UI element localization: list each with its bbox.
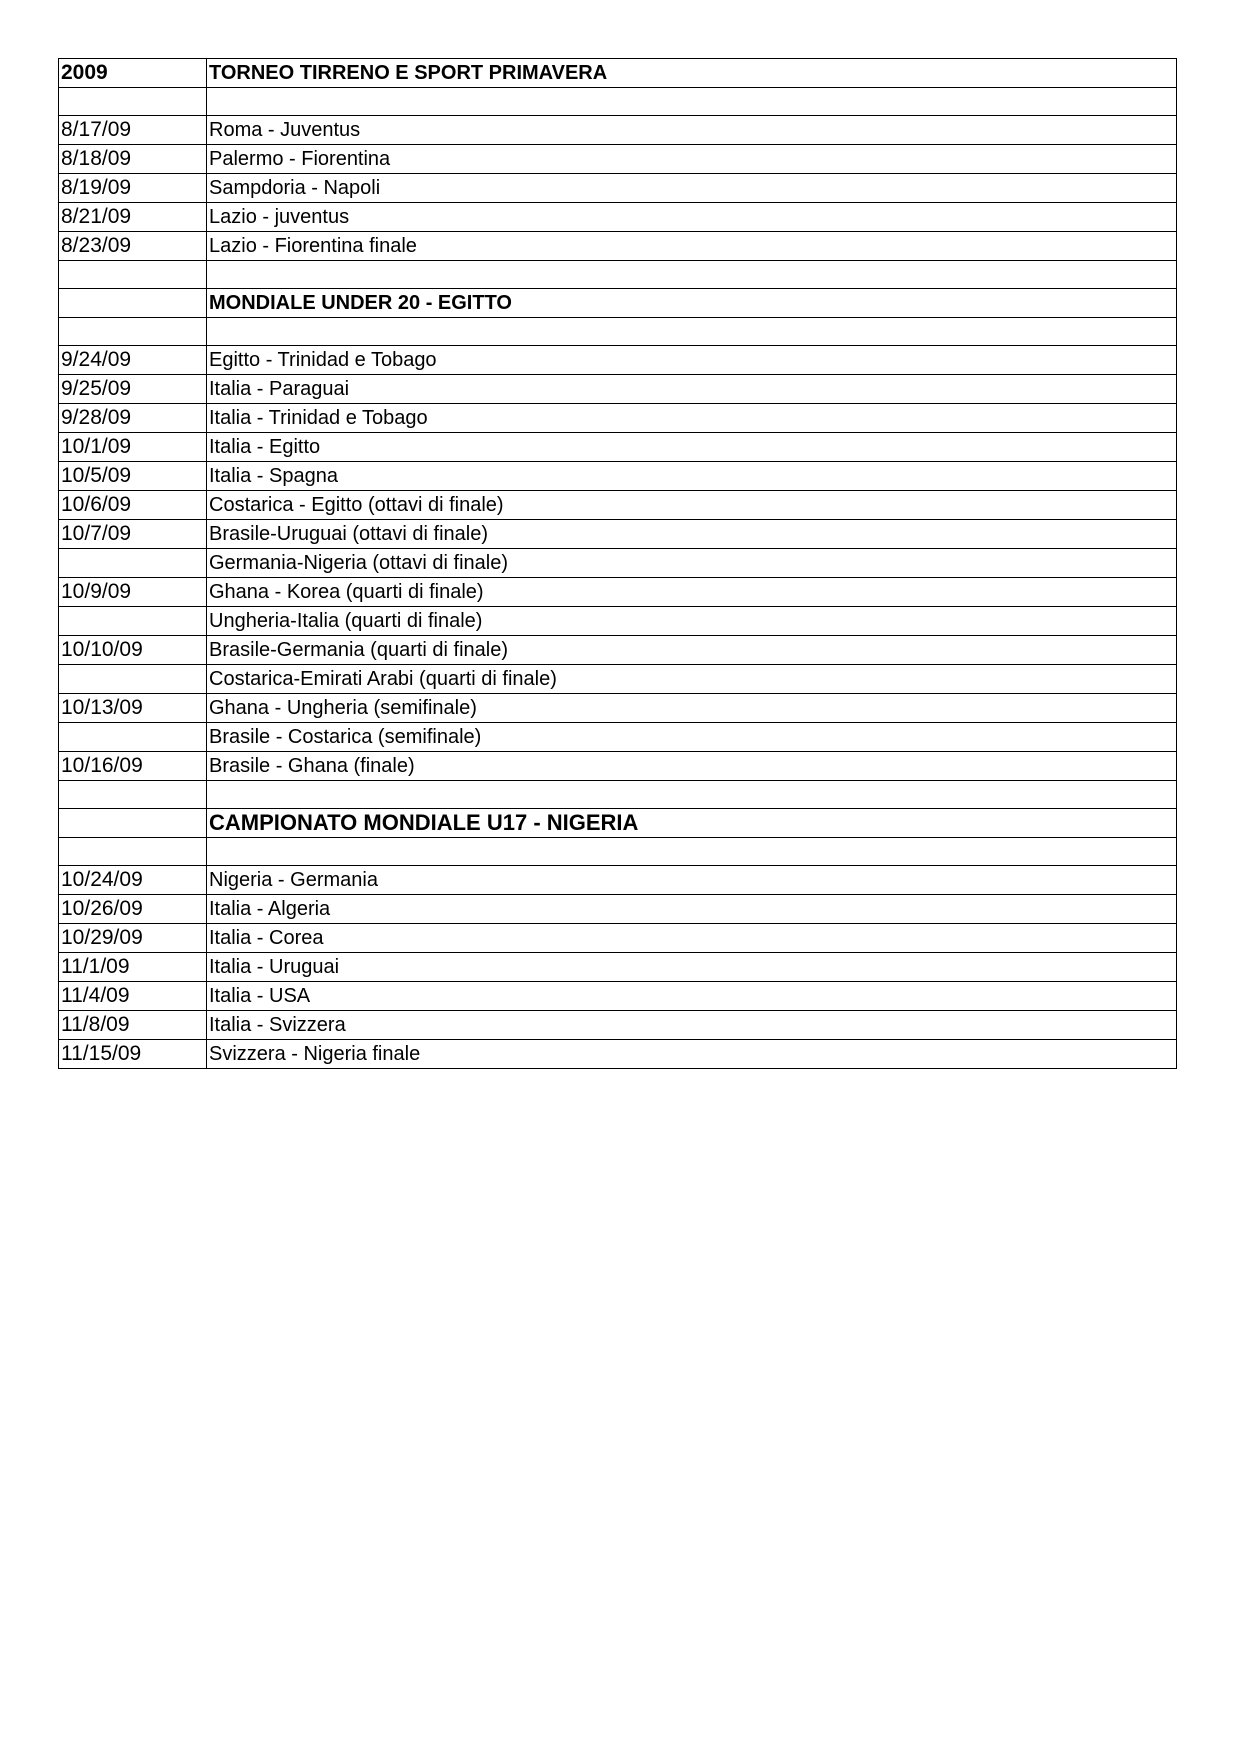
date-cell [59,88,207,116]
date-cell: 9/28/09 [59,404,207,433]
match-row [59,462,1177,491]
date-cell: 11/1/09 [59,953,207,982]
match-cell: Sampdoria - Napoli [207,174,1177,203]
match-row [59,1040,1177,1069]
date-cell: 11/4/09 [59,982,207,1011]
match-cell: Italia - Egitto [207,433,1177,462]
date-cell [59,549,207,578]
section-header-row [59,59,1177,88]
match-cell: Costarica - Egitto (ottavi di finale) [207,491,1177,520]
date-cell: 10/24/09 [59,866,207,895]
date-cell: 10/26/09 [59,895,207,924]
blank-row [59,838,1177,866]
match-cell: Palermo - Fiorentina [207,145,1177,174]
date-cell: 10/6/09 [59,491,207,520]
match-row [59,433,1177,462]
date-cell [59,261,207,289]
match-cell: Brasile - Costarica (semifinale) [207,723,1177,752]
date-cell: 8/21/09 [59,203,207,232]
date-cell: 8/18/09 [59,145,207,174]
match-cell: Ghana - Ungheria (semifinale) [207,694,1177,723]
match-row [59,375,1177,404]
match-cell: Brasile-Germania (quarti di finale) [207,636,1177,665]
match-cell: Costarica-Emirati Arabi (quarti di finale) [207,665,1177,694]
match-cell: Italia - Uruguai [207,953,1177,982]
match-row [59,174,1177,203]
match-row [59,982,1177,1011]
date-cell: 11/15/09 [59,1040,207,1069]
match-cell: Italia - Algeria [207,895,1177,924]
schedule-table-body [59,59,1177,1069]
match-row [59,520,1177,549]
match-row [59,578,1177,607]
match-cell: Roma - Juventus [207,116,1177,145]
match-cell: Italia - Svizzera [207,1011,1177,1040]
match-cell: Lazio - Fiorentina finale [207,232,1177,261]
match-cell: Italia - USA [207,982,1177,1011]
date-cell [59,723,207,752]
match-row [59,752,1177,781]
blank-row [59,88,1177,116]
match-row [59,866,1177,895]
description-cell: CAMPIONATO MONDIALE U17 - NIGERIA [207,809,1177,838]
match-cell: Brasile - Ghana (finale) [207,752,1177,781]
date-cell: 10/13/09 [59,694,207,723]
description-cell [207,781,1177,809]
date-cell [59,289,207,318]
date-cell: 10/16/09 [59,752,207,781]
match-row [59,953,1177,982]
match-cell: Italia - Spagna [207,462,1177,491]
match-row [59,636,1177,665]
match-row [59,924,1177,953]
section-header-row [59,809,1177,838]
description-cell [207,88,1177,116]
date-cell: 9/24/09 [59,346,207,375]
description-cell: TORNEO TIRRENO E SPORT PRIMAVERA [207,59,1177,88]
match-cell: Italia - Corea [207,924,1177,953]
match-row [59,116,1177,145]
date-cell [59,781,207,809]
date-cell [59,607,207,636]
description-cell [207,838,1177,866]
date-cell: 10/10/09 [59,636,207,665]
date-cell: 8/19/09 [59,174,207,203]
match-cell: Italia - Trinidad e Tobago [207,404,1177,433]
match-cell: Germania-Nigeria (ottavi di finale) [207,549,1177,578]
date-cell: 8/23/09 [59,232,207,261]
description-cell [207,318,1177,346]
date-cell: 10/29/09 [59,924,207,953]
blank-row [59,318,1177,346]
match-row [59,491,1177,520]
match-row [59,549,1177,578]
match-row [59,607,1177,636]
date-cell: 10/1/09 [59,433,207,462]
match-row [59,404,1177,433]
match-cell: Brasile-Uruguai (ottavi di finale) [207,520,1177,549]
section-header-row [59,289,1177,318]
match-cell: Ghana - Korea (quarti di finale) [207,578,1177,607]
blank-row [59,261,1177,289]
schedule-table [58,58,1177,1069]
description-cell [207,261,1177,289]
date-cell: 9/25/09 [59,375,207,404]
date-cell [59,809,207,838]
match-row [59,694,1177,723]
description-cell: MONDIALE UNDER 20 - EGITTO [207,289,1177,318]
blank-row [59,781,1177,809]
date-cell: 2009 [59,59,207,88]
match-row [59,203,1177,232]
date-cell: 11/8/09 [59,1011,207,1040]
match-cell: Italia - Paraguai [207,375,1177,404]
match-cell: Egitto - Trinidad e Tobago [207,346,1177,375]
match-row [59,1011,1177,1040]
match-cell: Lazio - juventus [207,203,1177,232]
match-cell: Nigeria - Germania [207,866,1177,895]
match-row [59,145,1177,174]
date-cell: 10/9/09 [59,578,207,607]
match-row [59,723,1177,752]
match-row [59,232,1177,261]
match-row [59,895,1177,924]
date-cell [59,665,207,694]
match-row [59,665,1177,694]
date-cell [59,838,207,866]
match-row [59,346,1177,375]
date-cell [59,318,207,346]
match-cell: Ungheria-Italia (quarti di finale) [207,607,1177,636]
date-cell: 10/7/09 [59,520,207,549]
match-cell: Svizzera - Nigeria finale [207,1040,1177,1069]
date-cell: 10/5/09 [59,462,207,491]
date-cell: 8/17/09 [59,116,207,145]
